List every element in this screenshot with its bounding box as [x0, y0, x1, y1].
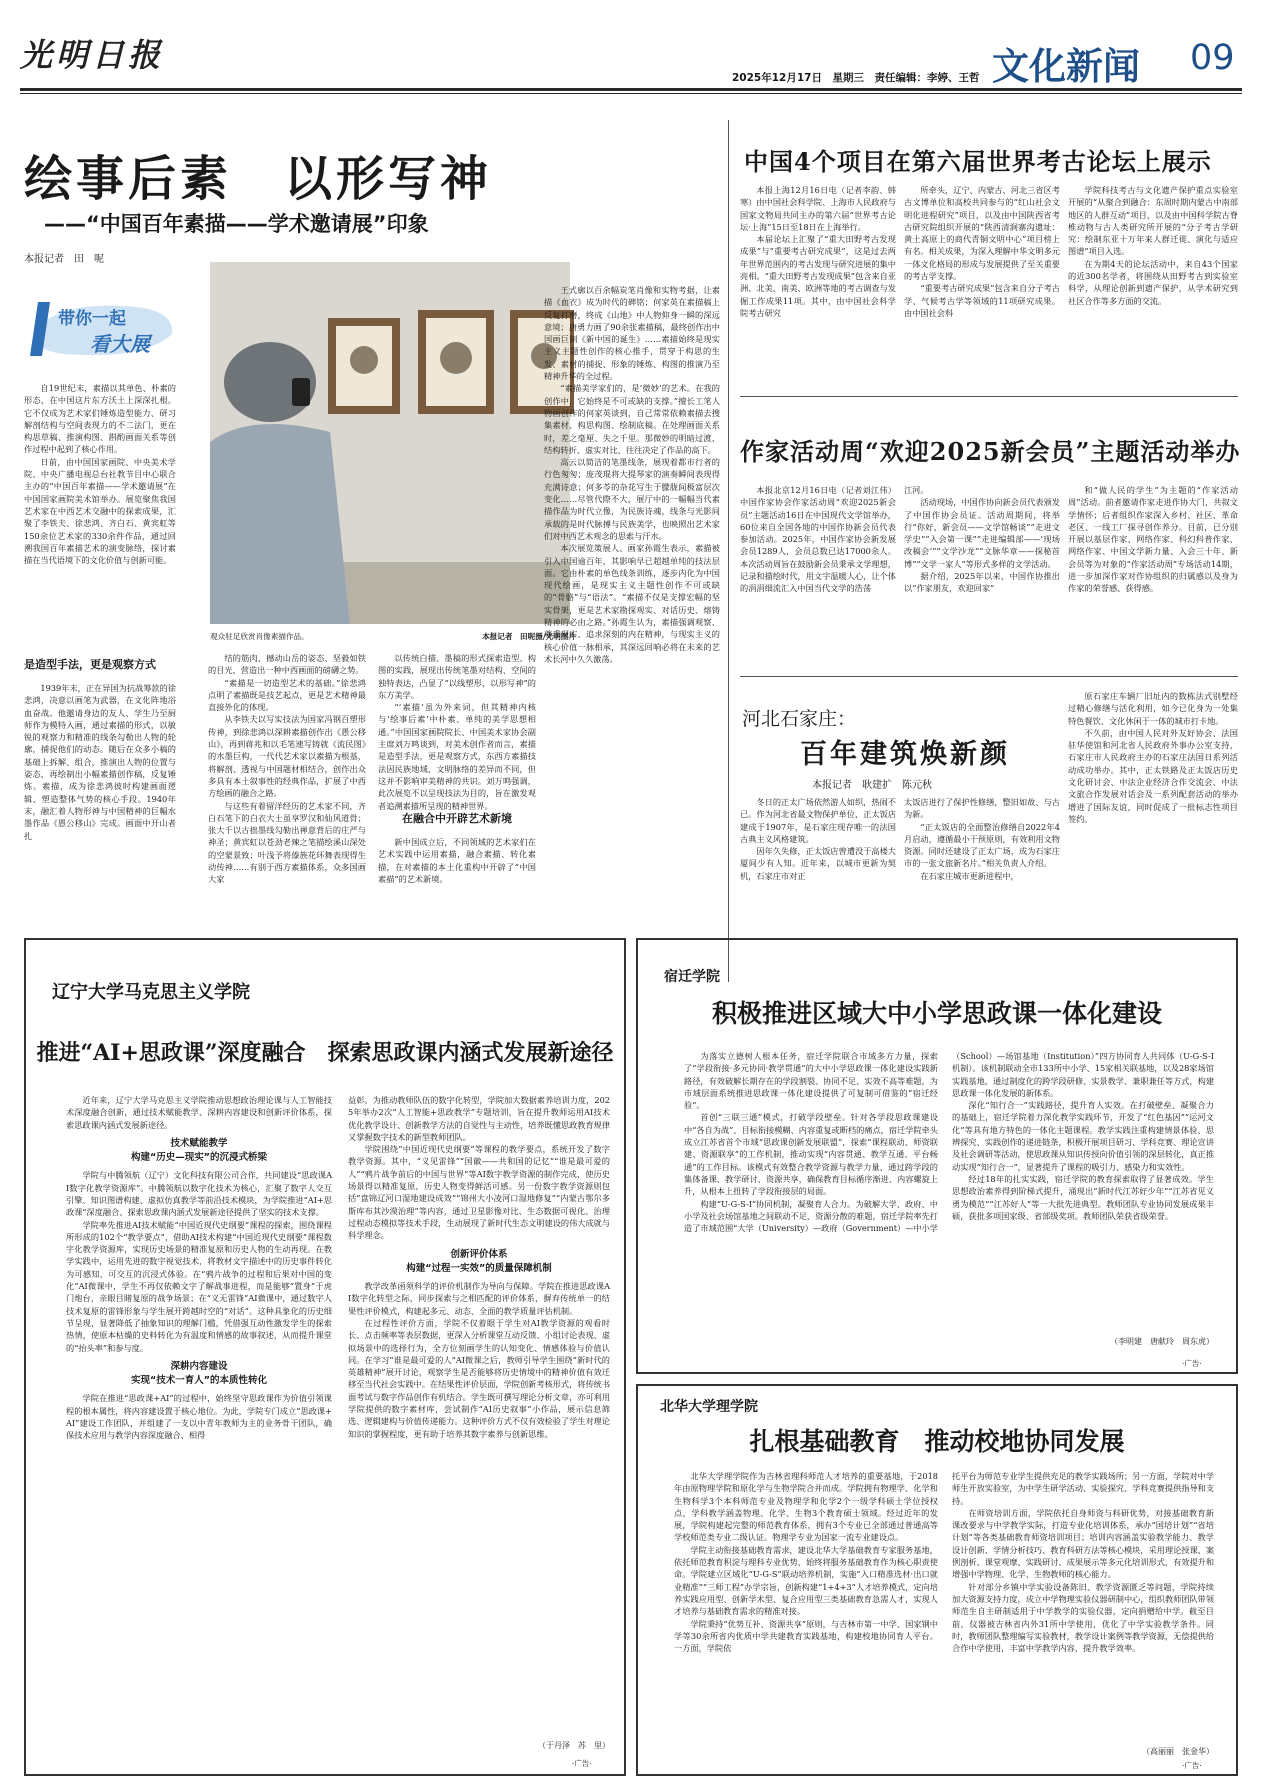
ad-beihua-kicker: 北华大学理学院 [660, 1399, 758, 1415]
ad-liaoning-column-1: 近年来，辽宁大学马克思主义学院推动思想政治理论课与人工智能技术深度融合创新，通过技术赋能教学、深耕内容建设和创新评价体系，探索思政课内涵式发展新途径。 技术赋能教学 构建“历史—现实”的沉浸式桥梁 学院与中腾领航（辽宁）文化科技有限公司合作，共同建设“思政课AI数字化教学资源库”。中腾领航以数字化技术为核心，汇聚了数字人交互引擎、知识图谱构建、虚拟仿真教学等前沿技术模块，为学院推进“AI+思政课”深度融合、探索思政课内涵式发展新途径提供了坚实的技术支撑。 学院率先推进AI技术赋能“中国近现代史纲要”课程的探索，围绕课程所形成的102个“教学要点”，借助AI技术构建“中国近现代史纲要”课程数字化教学资源库，实现历史场景的精准复原和历史人物的生动再现。在教学实践中，运用先进的数字视觉技术，将教材文字描述中的历史事件转化为可感知、可交互的沉浸式体验。在“鸦片战争的过程和后果对中国的变化”AI微课中，学生不再仅依赖文字了解战事进程，而是能够“置身”于虎门炮台，亲眼目睹复原的战争场景；在“义无雷锋”AI微课中，通过数字人技术复原的雷锋形象与学生展开跨越时空的“对话”。这种具象化的历史细节呈现，显著降低了抽象知识的理解门槛，凭借强互动性激发学生的探索热情，使原本枯燥的史料转化为有温度和情感的故事叙述，从而提升课堂的“抬头率”和参与度。 深耕内容建设 实现“技术一育人”的本质性转化 学院在推进“思政课+AI”的过程中，始终坚守思政课作为价值引领课程的根本属性，将内容建设置于核心地位。为此，学院专门成立“思政课+AI”建设工作团队，并组建了一支以中青年教师为主的业务骨干团队，确保技术应用与教学内容深度融合、相得 [66, 1095, 332, 1441]
ad-beihua-headline: 扎根基础教育 推动校地协同发展 [749, 1427, 1125, 1456]
masthead-logo: 光明日报 [20, 36, 165, 74]
writers-column-1: 本报北京12月16日电（记者刘江伟）中国作家协会作家活动周“欢迎2025新会员”主题活动16日在中国现代文学馆举办，60位来自全国各地的中国作协新会员代表参加活动。2025年，中国作家协会新发展会员1289人，会员总数已达17000余人。本次活动周旨在鼓励新会员秉承文学理想，记录和描绘时代，用文字温暖人心，让个体的涓涓细流汇入中国当代文学的浩荡 [740, 485, 896, 594]
writers-headline: 作家活动周“欢迎2025新会员”主题活动举办 [740, 437, 1241, 466]
lead-column-1: 自19世纪末，素描以其单色、朴素的形态，在中国这片东方沃土上深深扎根。它不仅成为艺术家们锤炼造型能力、研习解剖结构与空间表现力的不二法门，更在构思草稿、推演构图、斟酌画面关系等创作过程中起到了核心作用。 日前，由中国国家画院、中央美术学院、中央广播电视总台社教节目中心联合主办的“中国百年素描——学术邀请展”在中国国家画院美术馆举办。展览聚焦我国艺术家在中西艺术交融中的探索成果，汇聚了李铁夫、徐悲鸿、齐白石、黄宾虹等150余位艺术家的330余件作品，通过回溯我国百年素描艺术的演变脉络，探讨素描在当代语境下的文化价值与创新可能。 [24, 383, 176, 566]
hebei-byline: 本报记者 耿建扩 陈元秋 [812, 780, 932, 791]
lead-subheading-1: 是造型手法，更是观察方式 [24, 658, 156, 671]
writers-column-3: 和“做人民的学生”为主题的“作家活动周”活动。前者邀请作家走进作协大门，共叙文学情怀；后者组织作家深入乡村、社区、革命老区、一线工厂探寻创作养分。目前，已分别开展以基层作家、网络作家、科幻科普作家、网络作家、中国文学新力量、入会三十年、新会员等为对象的“作家活动周”专场活动14期，进一步加深作家对作协组织的归属感以及身为作家的荣誉感、获得感。 [1068, 485, 1238, 594]
hebei-column-2: 太饭店进行了保护性修缮，整旧如故、与古为新。 “正太饭店的全面整治修缮自2022年4月启动，遵循最小干预原则，有效利用文物资源。同时还建设了正太广场，成为石家庄市的一张文旅新名片。”相关负责人介绍。 在石家庄城市更新进程中， [904, 797, 1060, 881]
ad-suqian-column-1: 为落实立德树人根本任务，宿迁学院联合市域多方力量，探索了“学段衔接·多元协同·教学贯通”的大中小学思政课一体化建设实践新路径，有效破解长期存在的学段割裂、协同不足、实效不高等难题，为市域层面系统推进思政课一体化建设提供了可复制可借鉴的“宿迁经验”。 首创“三联三通”模式，打破学段壁垒。针对各学段思政课建设中“各自为战”、目标衔接模糊、内容重复或断档的痛点，宿迁学院牵头成立江苏省首个市域“思政课创新发展联盟”，探索“课程联动、师资联建、资源联享”的工作机制，推动实现“内容贯通、教学互通、平台畅通”的工作目标。该模式有效整合教学资源与教学力量，通过跨学段的集体备课、教学研讨、资源共享，确保教育目标循序渐进、内容螺旋上升，从根本上扭转了学段衔接层的局面。 构建“U-G-S-I”协同机制，凝聚育人合力。为破解大学、政府、中小学及社会场馆基地之间联动不足、资源分散的难题，宿迁学院率先打造了市域范围“大学（University）—政府（Government）—中小学 [684, 1051, 938, 1234]
lead-column-3: 以传统白描、墨稿的形式探索造型、构图的实践，展现出传统笔墨对结构、空间的独特表达，凸显了“以线塑形，以形写神”的东方美学。 “‘素描’虽为外来词，但其精神内核与‘绘事后素’中朴素、单纯的美学思想相通。”中国国家画院院长、中国美术家协会副主席刘万鸣谈到，对美术创作者而言，素描是造型手法，更是观察方式，东西方素描技法因民族地域、文明脉络的差异而不同，但这并不影响审美精神的共识。刘万鸣强调，此次展览不以呈现技法为目的，旨在激发观者追溯素描所呈现的精神世界。 [378, 653, 536, 811]
header-rule [20, 88, 1242, 91]
ad-suqian [636, 938, 1238, 1374]
archaeology-column-2: 所牵头，辽宁、内蒙古、河北三省区考古文博单位和高校共同参与的“红山社会文明化进程研究”项目，以及由中国陕西省考古研究院组织开展的“陕西清涧寨沟遗址：黄土高原上的商代青铜文明中心”项目榜上有名。相关成果，为深入理解中华文明多元一体文化格局的形成与发展提供了至关重要的考古学支撑。 “重要考古研究成果”包含来自分子考古学、气候考古学等领域的11项研究成果。由中国社会科 [904, 185, 1060, 318]
tag-label: 带你一起 [58, 309, 126, 329]
lead-column-2: 结的筋肉、撼动山岳的姿态、坚毅如铁的目光，营造出一种中西画面的磅礴之势。 “素描是一切造型艺术的基础。”徐悲鸿点明了素描既是技艺起点，更是艺术精神最直接外化的体现。 从李铁夫以写实技法为国家冯钢百塑形传神，到徐悲鸿以深耕素描创作出《愚公移山》，再到蒋兆和以毛笔速写铸就《流民图》的水墨巨构，一代代艺术家以素描为根基，将解剖、透视与中国题材相结合，创作出众多具有本土叙事性的经典作品，扩展了中西方绘画的融合之路。 与这些有着留洋经历的艺术家不同，齐白石笔下的白衣大士虽享罗汉和仙风道骨；张大千以古拙墨线勾勒出禅意背后的庄严与神圣；黄宾虹以苍劲老辣之笔描绘溪山深处的空蒙景致；叶浅予将傣族花环舞表现得生动传神……有别于西方素描体系，众多国画大家 [208, 653, 366, 885]
ad-liaoning [24, 938, 626, 1776]
ad-liaoning-signature: （于丹泽 苏 里） [538, 1741, 610, 1750]
lead-subtitle: ——“中国百年素描——学术邀请展”印象 [44, 212, 429, 236]
photo-illustration [210, 262, 570, 624]
lead-subheading-2: 在融合中开辟艺术新境 [402, 812, 512, 825]
ad-label: ·广告· [572, 1759, 592, 1768]
tag-label-2: 看大展 [90, 332, 150, 356]
exhibition-tag [24, 290, 182, 366]
ad-beihua-column-2: 托平台为师范专业学生提供充足的教学实践场所；另一方面，学院对中学师生开放实验室，为中学生研学活动、实验探究、学科竞赛提供指导和支持。 在师资培训方面，学院依托自身师资与科研优势，对接基础教育新课改要求与中学教学实际，打造专业化培训体系，承办“国培计划”“省培计划”等各类基础教育师资培训项目；培训内容涵盖实验教学能力、教学设计创新、学情分析技巧、教育科研方法等核心模块，采用理论授课、案例剖析、课堂观摩、实践研讨、成果展示等多元化培训形式，有效提升和增强中学物理、化学、生物教师的核心能力。 针对部分乡镇中学实验设备陈旧、教学资源匮乏等问题，学院持续加大资源支持力度，成立中学物理实验仪器研制中心，组织教师团队带领师范生自主研制适用于中学教学的实验仪器，定向捐赠给中学。截至目前，仪器被吉林省内外31所中学使用，优化了中学实验教学条件。同时，教师团队整理编写实验教材，教学设计案例等教学资源，无偿提供给合作中学使用，丰富中学教学内容，提升教学效率。 [952, 1471, 1215, 1654]
archaeology-headline: 中国4个项目在第六届世界考古论坛上展示 [744, 147, 1212, 176]
ad-liaoning-column-2: 益彰。为推动教师队伍的数字化转型，学院加大数据素养培训力度，2025年举办2次“人工智能+思政教学”专题培训，旨在提升教师运用AI技术优化教学设计、创新教学方法的自觉性与主动性，培养既懂思政教育规律又掌握数字技术的新型教师团队。 学院围绕“中国近现代史纲要”等课程的教学要点，系统开发了数字教学资源。其中，“义见雷锋”“国徽——共和国的记忆”“谁是最可爱的人”“鸦片战争前后的中国与世界”等AI数字教学资源的制作完成，使历史场景得以精准复原，历史人物变得鲜活可感。另一份数字教学资源则包括“盘锦辽河口湿地建设成效”“锦州大小凌河口湿地修复”“内蒙古鄂尔多斯库布其沙漠治理”等内容，通过卫星影像对比、生态数据可视化、治理过程动态模拟等技术手段，生动展现了新时代生态文明建设的伟大成就与科学理念。 创新评价体系 构建“过程一实效”的质量保障机制 教学改革函须科学的评价机制作为导向与保障。学院在推进思政课AI数字化转型之际，同步探索与之相匹配的评价体系，摒弃传统单一的结果性评价模式，构建起多元、动态、全面的教学质量评估机制。 在过程性评价方面，学院不仅着眼于学生对AI教学资源的观看时长、点击频率等表层数据，更深入分析课堂互动反馈、小组讨论表现、虚拟场景中的选择行为，全方位刻画学生的认知变化、情感体验与价值认同。在学习“谁是最可爱的人”AI微课之后，教师引导学生围绕“新时代的英雄精神”展开讨论，观察学生是否能够将历史情境中的精神价值有效迁移至当代社会实践中。在结果性评价层面，学院创新考核形式，将传统书面考试与数字作品创作有机结合。学生既可撰写理论分析文章，亦可利用学院提供的数字素材库，尝试制作“AI历史叙事”小作品，展示信息筛选、逻辑建构与价值传递能力。这种评价方式不仅有效检验了学生对理论知识的掌握程度，更有助于培养其数字素养与创新思维。 [348, 1095, 611, 1439]
exhibition-photo [210, 262, 570, 624]
ad-label-3: ·广告· [1182, 1761, 1202, 1770]
archaeology-column-3: 学院科技考古与文化遗产保护重点实验室开展的“从聚合到融合：东周时期内蒙古中南部地区的人群互动”项目，以及由中国科学院古脊椎动物与古人类研究所开展的“分子考古学研究：绘制东亚十万年来人群迁徙、演化与适应图谱”项目入选。 在为期4天的论坛活动中，来自43个国家的近300名学者，将围绕从田野考古到实验室科学，从理论创新到遗产保护，从学术研究到社区合作等多方面的交流。 [1068, 185, 1238, 306]
lead-column-3b: 新中国成立后，不同领域的艺术家们在艺术实践中运用素描，融合素描、转化素描，在对素描的本土化重构中开辟了“中国素描”的艺术新境。 [378, 837, 536, 884]
ad-beihua-signature: （高丽丽 张金华） [1142, 1747, 1214, 1756]
lead-headline: 绘事后素 以形写神 [24, 151, 493, 207]
ad-suqian-headline: 积极推进区域大中小学思政课一体化建设 [711, 999, 1162, 1028]
lead-column-4: 王式廓以百余幅炭笔肖像和实物考据，让素描《血衣》成为时代的碑铭；何家英在素描稿上反复打磨，终成《山地》中人物仰身一瞬的深远意境；唐勇力画了90余张素描稿，最终创作出中国画巨制《新中国的诞生》……素描始终是现实主义主题性创作的核心推手，贯穿于构思的生发、素材的捕捉、形象的锤炼、构图的推演乃至精神升华的全过程。 “素描美学家们的，是‘微妙’的艺术。在我的创作中，它始终是不可或缺的支撑。”擅长工笔人物画创作的何家英谈到，自己常常依赖素描去搜集素材、构思构图、绘制底稿。在处理画面关系时，差之毫厘、失之千里。那微妙的明暗过渡、结构转折、虚实对比，往往决定了作品的高下。 高云以简洁的笔墨线条，展现着都市行者的行色匆匆；庞茂琨将大提琴家的演奏瞬间表现得充满诗意；何多苓的杂花写生于朦胧间极富层次变化……尽管代際不大，展厅中的一幅幅当代素描作品为时代立像，为民族诗魂，线条与光影间承载的是时代脉搏与民族美学，也映照出艺术家们对中西艺术观念的思索与汗水。 本次展览策展人、画家孙霞生表示，素描被引入中国逾百年，其影响早已超越单纯的技法层面。它由朴素的单色线条训练，逐步内化为中国现代绘画，是现实主义主题性创作不可或缺的“骨骼”与“语法”。“素描不仅是支撑宏幅的坚实骨架，更是艺术家勘探观实、对话历史、熔铸精神的必由之路。”孙霞生认为，素描强调观察、尊重现实、追求深刻的内在精神，与现实主义的核心价值一脉相承，其深远回响必将在未来的艺术长河中久久激荡。 [544, 285, 720, 664]
lead-column-1b: 1939年末，正在异国为抗战筹款的徐悲鸿，决意以画笔为武器，在文化阵地浴血奋战。他邀请身边的友人、学生乃至厨师作为模特入画，通过素描的形式，以敏锐的观察力和精准的线条勾勒出人物的轮廓，捕捉他们的动态。随后在众多小稿的基础上拆解、组合，推演出人物的位置与姿态，再绘制出小幅素描创作稿，反复锤炼。素描，成为徐悲鸿彼时构建画面逻辑、塑造整体气势的核心手段。1940年末，融汇着人物形神与中国精神的巨幅水墨作品《愚公移山》完成。画面中开山者扎 [24, 683, 176, 841]
hebei-column-1: 冬日的正太广场依然游人如织，热闹不已。作为河北省最文物保护单位，正太饭店建成于1907年，是石家庄现存唯一的法国古典主义风格建筑。 因年久失修，正太饭店曾遭没于高楼大厦间少有人知。近年来，以城市更新为契机，石家庄市对正 [740, 797, 896, 881]
hebei-column-3: 原石家庄车辆厂旧址内的数栋法式别墅经过精心修缮与活化利用，如今已化身为一处集特色餐饮、文化休闲于一体的城市打卡地。 不久前，由中国人民对外友好协会、法国驻华使馆和河北省人民政府外事办公室支持，石家庄市人民政府主办的石家庄法国日系列活动成功举办。其中，正太铁路及正太饭店历史文化研讨会、中法企业经济合作交流会、中法文旅合作发展对话会及一系列配套活动的举办增进了国际友谊，同时促成了一批标志性项目签约。 [1068, 691, 1238, 824]
hebei-kicker: 河北石家庄： [742, 708, 857, 730]
writers-column-2: 江河。 活动现场，中国作协向新会员代表颁发了中国作协会员证。活动周期间，将举行“你好，新会员——文学馆畅谈”“走进文学史”“入会第一课”“走进编辑部——‘现场改稿会’”“文学沙龙”“文脉华章——探秘首博”“文学一家人”等形式多样的文学活动。 据介绍，2025年以来，中国作协推出以“作家朋友，欢迎回家” [904, 485, 1060, 594]
page-number: 09 [1190, 38, 1235, 78]
hebei-headline: 百年建筑焕新颜 [800, 739, 1010, 770]
archaeology-column-1: 本报上海12月16日电（记者李韵、韩寒）由中国社会科学院、上海市人民政府与国家文物局共同主办的第六届“世界考古论坛·上海”15日至18日在上海举行。 本届论坛上汇聚了“重大田野考古发现成果”与“重要考古研究成果”，这是过去两年世界范围内的考古发现与研究进展的集中亮相。“重大田野考古发现成果”包含来自亚洲、北美、南美、欧洲等地的考古调查与发掘工作成果11项。其中，由中国社会科学院考古研究 [740, 185, 896, 318]
ad-beihua-column-1: 北华大学理学院作为吉林省理科师范人才培养的重要基地，于2018年由原物理学院和原化学与生物学院合并而成。学院拥有物理学、化学和生物科学3个本科师范专业及物理学和化学2个一级学科硕士学位授权点，学科教学涵盖物理、化学、生物3个教育硕士领域。经过近年的发展，学院构建起完整的师范教育体系，拥有3个专业已全部通过普通高等学校师范类专业二级认证。物理学专业为国家一流专业建设点。 学院主动衔接基础教育需求，建设北华大学基础教育专家服务基地，依托师范教育积淀与理科专业优势，始终将服务基础教育作为核心职责使命。学院建立区域化“U-G-S”联动培养机制，实施“入口精准选材·出口就业精准”“三师工程”办学宗旨，创新构建“1+4+3”人才培养模式，定向培养实践应用型、创新学术型、复合应用型三类基础教育急需人才，实现人才培养与基础教育需求的精准对接。 学院秉持“优势互补、资源共享”原则，与吉林市第一中学、国家钢中学等30余所省内优质中学共建教育实践基地，构建校地协同育人平台。一方面，学院依 [674, 1471, 938, 1654]
ad-label-2: ·广告· [1182, 1359, 1202, 1368]
ad-liaoning-subhead-3: 创新评价体系 构建“过程一实效”的质量保障机制 [406, 1248, 552, 1274]
story-divider-2 [740, 676, 1238, 677]
ad-suqian-kicker: 宿迁学院 [664, 969, 720, 985]
ad-liaoning-subhead-1: 技术赋能教学 构建“历史—现实”的沉浸式桥梁 [131, 1137, 267, 1164]
photo-caption: 观众驻足欣赏肖像素描作品。 [210, 632, 309, 641]
column-divider [728, 120, 729, 982]
ad-liaoning-subhead-2: 深耕内容建设 实现“技术一育人”的本质性转化 [131, 1360, 267, 1387]
section-title: 文化新闻 [992, 45, 1140, 88]
header-rule-thin [20, 93, 1242, 94]
ad-suqian-signature: （李明建 唐献玲 周东虎） [1110, 1337, 1214, 1346]
lead-byline: 本报记者 田 呢 [24, 254, 104, 265]
story-divider [740, 396, 1238, 397]
photo-credit: 本报记者 田呢摄/光明图片 [482, 632, 576, 641]
ad-liaoning-kicker: 辽宁大学马克思主义学院 [52, 982, 250, 1003]
ad-liaoning-headline: 推进“AI+思政课”深度融合 探索思政课内涵式发展新途径 [36, 1040, 614, 1066]
date-line: 2025年12月17日 星期三 责任编辑：李婷、王哲 [732, 72, 980, 84]
ad-beihua [636, 1384, 1238, 1776]
ad-suqian-column-2: （School）—场馆基地（Institution）”四方协同育人共同体（U-G-S-I机制）。该机制联动全市133所中小学、15家相关联基地，以及28家场馆实践基地，通过制度化的跨学段研修、实景教学、兼职兼任等方式，构建思政课一体化发展的新体系。 深化“知行合一”实践路径，提升育人实效。在打破壁垒、凝聚合力的基础上，宿迁学院着力深化教学实践环节，开发了“红色基因”“运河文化”等具有地方特色的一体化主题课程。教学实践注重构建情景体验、思辨探究、实践创作的递进链条，积极开展项目研习、学科竞赛、理论宣讲及社会调研等活动，使思政课从知识传授向价值引领的深层转化，真正推动实现“知行合一”，显著提升了课程的吸引力、感染力和实效性。 经过18年的扎实实践，宿迁学院的教育探索取得了显著成效。学生思想政治素养得到阶梯式提升，涌现出“新时代江苏好少年”“江苏省见义勇为模范”“江苏好人”等一大批先进典型。教师团队专业协同发展成果丰硕，获批多项国家级、省部级奖项。教师团队荣获省级荣誉。 [952, 1051, 1215, 1221]
